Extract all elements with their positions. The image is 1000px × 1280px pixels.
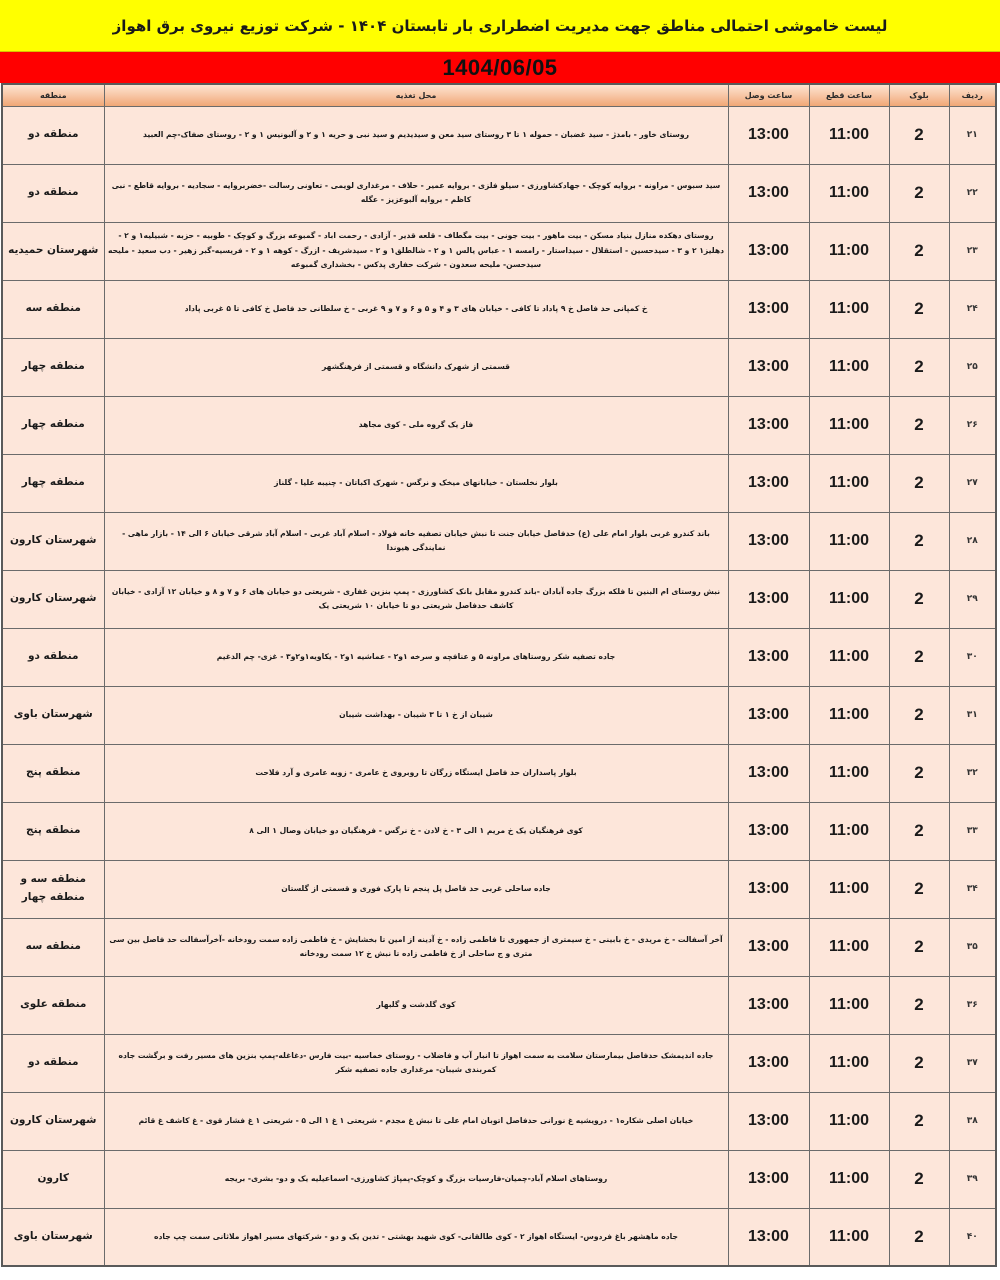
table-row [2, 106, 996, 164]
row-number-cell: ۲۲ [949, 164, 996, 222]
region-cell: منطقه دو [2, 164, 104, 222]
table-row [2, 1208, 996, 1266]
row-number-cell: ۳۳ [949, 802, 996, 860]
date-banner [0, 52, 1000, 83]
reconnect-time-cell: 13:00 [728, 686, 809, 744]
region-cell: شهرستان باوی [2, 1208, 104, 1266]
location-cell: جاده تصفیه شکر روستاهای مراونه ۵ و عنافچه و سرخه ۱و۲ - عماشیه ۱و۲ - یکاویه۱و۲و۳ - غزی- چم الدغیم [104, 628, 728, 686]
reconnect-time-cell: 13:00 [728, 280, 809, 338]
row-number-cell: ۴۰ [949, 1208, 996, 1266]
table-row [2, 512, 996, 570]
table-row [2, 1092, 996, 1150]
block-cell: 2 [889, 802, 949, 860]
outage-schedule-table [1, 83, 997, 1267]
region-cell: منطقه دو [2, 106, 104, 164]
block-cell: 2 [889, 1092, 949, 1150]
reconnect-time-cell: 13:00 [728, 1150, 809, 1208]
region-cell: منطقه پنج [2, 802, 104, 860]
cut-time-cell: 11:00 [809, 280, 889, 338]
table-row [2, 802, 996, 860]
reconnect-time-cell: 13:00 [728, 396, 809, 454]
table-row [2, 744, 996, 802]
location-cell: جاده ماهشهر باغ فردوس- ایستگاه اهواز ۲ - کوی طالقانی- کوی شهید بهشتی - تدین یک و دو - شرکتهای مسیر اهواز ملاثانی سمت چپ جاده [104, 1208, 728, 1266]
row-number-cell: ۲۸ [949, 512, 996, 570]
cut-time-cell: 11:00 [809, 1034, 889, 1092]
block-cell: 2 [889, 222, 949, 280]
table-row [2, 1150, 996, 1208]
cut-time-cell: 11:00 [809, 744, 889, 802]
reconnect-time-cell: 13:00 [728, 802, 809, 860]
row-number-cell: ۲۱ [949, 106, 996, 164]
region-cell: منطقه چهار [2, 338, 104, 396]
region-cell: منطقه علوی [2, 976, 104, 1034]
row-number-cell: ۳۷ [949, 1034, 996, 1092]
block-cell: 2 [889, 1034, 949, 1092]
cut-time-cell: 11:00 [809, 686, 889, 744]
table-row [2, 1034, 996, 1092]
block-cell: 2 [889, 744, 949, 802]
row-number-cell: ۲۵ [949, 338, 996, 396]
column-header-region: منطقه [2, 84, 104, 106]
row-number-cell: ۲۷ [949, 454, 996, 512]
cut-time-cell: 11:00 [809, 918, 889, 976]
cut-time-cell: 11:00 [809, 628, 889, 686]
location-cell: خ کمپانی حد فاصل خ ۹ پاداد تا کافی - خیابان های ۳ و ۴ و ۵ و ۶ و ۷ و ۹ غربی - خ سلطانی حد فاصل خ کافی تا ۵ غربی پاداد [104, 280, 728, 338]
row-number-cell: ۳۸ [949, 1092, 996, 1150]
region-cell: منطقه چهار [2, 454, 104, 512]
cut-time-cell: 11:00 [809, 222, 889, 280]
reconnect-time-cell: 13:00 [728, 976, 809, 1034]
cut-time-cell: 11:00 [809, 164, 889, 222]
reconnect-time-cell: 13:00 [728, 570, 809, 628]
document-title: لیست خاموشی احتمالی مناطق جهت مدیریت اضطراری بار تابستان ۱۴۰۴ - شرکت توزیع نیروی برق اهواز [112, 16, 888, 35]
block-cell: 2 [889, 1150, 949, 1208]
location-cell: جاده اندیمشک حدفاصل بیمارستان سلامت به سمت اهواز تا انبار آب و فاضلاب - روستای خماسیه -بیت فارس -دغاغله-پمپ بنزین های مسیر رفت و برگشت جاده کمربندی شیبان- مرغداری جاده تصفیه شکر [104, 1034, 728, 1092]
region-cell: شهرستان باوی [2, 686, 104, 744]
table-row [2, 918, 996, 976]
region-cell: منطقه پنج [2, 744, 104, 802]
table-row [2, 454, 996, 512]
block-cell: 2 [889, 918, 949, 976]
table-row [2, 976, 996, 1034]
column-header-block: بلوک [889, 84, 949, 106]
table-row [2, 860, 996, 918]
reconnect-time-cell: 13:00 [728, 1092, 809, 1150]
location-cell: بلوار نخلستان - خیابانهای میخک و نرگس - شهرک اکباتان - چنیبه علیا - گلناز [104, 454, 728, 512]
region-cell: منطقه دو [2, 628, 104, 686]
column-header-location: محل تغذیه [104, 84, 728, 106]
cut-time-cell: 11:00 [809, 1150, 889, 1208]
cut-time-cell: 11:00 [809, 860, 889, 918]
table-row [2, 338, 996, 396]
region-cell: شهرستان حمیدیه [2, 222, 104, 280]
location-cell: کوی گلدشت و گلبهار [104, 976, 728, 1034]
block-cell: 2 [889, 454, 949, 512]
cut-time-cell: 11:00 [809, 1208, 889, 1266]
reconnect-time-cell: 13:00 [728, 1034, 809, 1092]
column-header-reconnect-time: ساعت وصل [728, 84, 809, 106]
location-cell: آخر آسفالت - خ مریدی - خ بابینی - خ سیمتری از جمهوری تا فاطمی زاده - خ آدینه از امین تا بخشایش - خ فاطمی زاده سمت رودخانه -آخرآسفالت حد فاصل بین سی متری و ج ساحلی از خ فاطمی زاده تا نبش خ ۱۲ سمت رودخانه [104, 918, 728, 976]
table-row [2, 280, 996, 338]
region-cell: کارون [2, 1150, 104, 1208]
region-cell: منطقه چهار [2, 396, 104, 454]
block-cell: 2 [889, 164, 949, 222]
schedule-date: 1404/06/05 [442, 54, 558, 80]
location-cell: روستاهای اسلام آباد-چمیان-فارسیات بزرگ و کوچک-پمپاژ کشاورزی- اسماعیلیه یک و دو- بشری- بریجه [104, 1150, 728, 1208]
block-cell: 2 [889, 976, 949, 1034]
reconnect-time-cell: 13:00 [728, 628, 809, 686]
location-cell: فاز یک گروه ملی - کوی مجاهد [104, 396, 728, 454]
region-cell: منطقه سه و منطقه چهار [2, 860, 104, 918]
cut-time-cell: 11:00 [809, 338, 889, 396]
block-cell: 2 [889, 338, 949, 396]
block-cell: 2 [889, 686, 949, 744]
block-cell: 2 [889, 106, 949, 164]
table-header-row [2, 84, 996, 106]
cut-time-cell: 11:00 [809, 570, 889, 628]
cut-time-cell: 11:00 [809, 454, 889, 512]
table-body [2, 106, 996, 1266]
row-number-cell: ۳۹ [949, 1150, 996, 1208]
reconnect-time-cell: 13:00 [728, 338, 809, 396]
row-number-cell: ۲۹ [949, 570, 996, 628]
row-number-cell: ۳۲ [949, 744, 996, 802]
reconnect-time-cell: 13:00 [728, 222, 809, 280]
location-cell: خیابان اصلی شکاره۱ - درویشیه غ نورانی حدفاصل اتوبان امام علی تا نبش غ مجدم - شریعتی ۱ غ ۱ الی ۵ - شریعتی ۱ غ فشار قوی - غ کاشف غ قائم [104, 1092, 728, 1150]
block-cell: 2 [889, 396, 949, 454]
location-cell: جاده ساحلی غربی حد فاصل پل پنجم تا پارک فوری و قسمتی از گلستان [104, 860, 728, 918]
table-row [2, 164, 996, 222]
cut-time-cell: 11:00 [809, 976, 889, 1034]
region-cell: منطقه سه [2, 918, 104, 976]
table-row [2, 686, 996, 744]
table-row [2, 396, 996, 454]
location-cell: بلوار پاسداران حد فاصل ایستگاه زرگان تا روبروی خ عامری - زوبه عامری و آرد فلاحت [104, 744, 728, 802]
location-cell: سید سبوس - مراونه - بروایه کوچک - جهادکشاورزی - سیلو فلزی - بروایه عمیر - حلاف - مرغداری لویمی - تعاونی رسالت -خضربروایه - سجادیه - بروایه قاطع - نبی کاظم - بروایه آلبوعزیز - عگله [104, 164, 728, 222]
region-cell: شهرستان کارون [2, 512, 104, 570]
location-cell: نبش روستای ام البنین تا فلکه بزرگ جاده آبادان -باند کندرو مقابل بانک کشاورزی - پمپ بنزین غفاری - شریعتی دو خیابان های ۶ و ۷ و ۸ و خیابان ۱۲ آزادی - خیابان کاشف حدفاصل شریعتی دو تا خیابان ۱۰ شریعتی یک [104, 570, 728, 628]
cut-time-cell: 11:00 [809, 802, 889, 860]
location-cell: روستای خاور - بامدژ - سید غضبان - حموله ۱ تا ۳ روستای سید معن و سیدیدیم و سید نبی و حریه ۱ و ۲ و آلبونیس ۱ و ۲ - روستای صفاک-چم العبید [104, 106, 728, 164]
reconnect-time-cell: 13:00 [728, 860, 809, 918]
reconnect-time-cell: 13:00 [728, 106, 809, 164]
location-cell: باند کندرو غربی بلوار امام علی (ع) حدفاصل خیابان جنت تا نبش خیابان تصفیه خانه فولاد - اسلام آباد غربی - اسلام آباد شرقی خیابان ۶ الی ۱۴ - بازار ماهی - نمایندگی هیوندا [104, 512, 728, 570]
block-cell: 2 [889, 860, 949, 918]
row-number-cell: ۳۶ [949, 976, 996, 1034]
row-number-cell: ۲۳ [949, 222, 996, 280]
reconnect-time-cell: 13:00 [728, 918, 809, 976]
reconnect-time-cell: 13:00 [728, 744, 809, 802]
region-cell: شهرستان کارون [2, 1092, 104, 1150]
location-cell: شیبان از خ ۱ تا ۳ شیبان - بهداشت شیبان [104, 686, 728, 744]
column-header-row-number: ردیف [949, 84, 996, 106]
row-number-cell: ۳۵ [949, 918, 996, 976]
cut-time-cell: 11:00 [809, 106, 889, 164]
row-number-cell: ۳۱ [949, 686, 996, 744]
location-cell: روستای دهکده منازل بنیاد مسکن - بیت ماهور - بیت جونی - بیت مگطاف - قلعه قدیر - آزادی - رحمت اباد - گمبوعه بزرگ و کوچک - طوبیه - حزبه - شبیلیه۱ و ۲ - دهلیز۱ ۲ و ۳ - سیدحسین - استقلال - سیداستار - رامسه ۱ - عباس یالس ۱ و ۲ - شالطلق۱ و ۲ - سیدشریف - ازرگ - کوهه ۱ و ۲ - فریسیه-گبر زهیر - دب سعید - ملیحه سیدحسن- ملیحه سعدون - شرکت حفاری پدکس - بخشداری گمبوعه [104, 222, 728, 280]
block-cell: 2 [889, 1208, 949, 1266]
reconnect-time-cell: 13:00 [728, 512, 809, 570]
table-row [2, 222, 996, 280]
column-header-cut-time: ساعت قطع [809, 84, 889, 106]
row-number-cell: ۳۴ [949, 860, 996, 918]
reconnect-time-cell: 13:00 [728, 1208, 809, 1266]
row-number-cell: ۲۶ [949, 396, 996, 454]
row-number-cell: ۲۴ [949, 280, 996, 338]
table-row [2, 628, 996, 686]
region-cell: منطقه سه [2, 280, 104, 338]
row-number-cell: ۳۰ [949, 628, 996, 686]
block-cell: 2 [889, 628, 949, 686]
document-title-bar [0, 0, 1000, 52]
location-cell: کوی فرهنگیان یک خ مریم ۱ الی ۳ - خ لادن - خ نرگس - فرهنگیان دو خیابان وصال ۱ الی ۸ [104, 802, 728, 860]
region-cell: شهرستان کارون [2, 570, 104, 628]
cut-time-cell: 11:00 [809, 1092, 889, 1150]
block-cell: 2 [889, 512, 949, 570]
cut-time-cell: 11:00 [809, 396, 889, 454]
cut-time-cell: 11:00 [809, 512, 889, 570]
block-cell: 2 [889, 280, 949, 338]
table-row [2, 570, 996, 628]
reconnect-time-cell: 13:00 [728, 164, 809, 222]
block-cell: 2 [889, 570, 949, 628]
region-cell: منطقه دو [2, 1034, 104, 1092]
reconnect-time-cell: 13:00 [728, 454, 809, 512]
location-cell: قسمتی از شهرک دانشگاه و قسمتی از فرهنگشهر [104, 338, 728, 396]
